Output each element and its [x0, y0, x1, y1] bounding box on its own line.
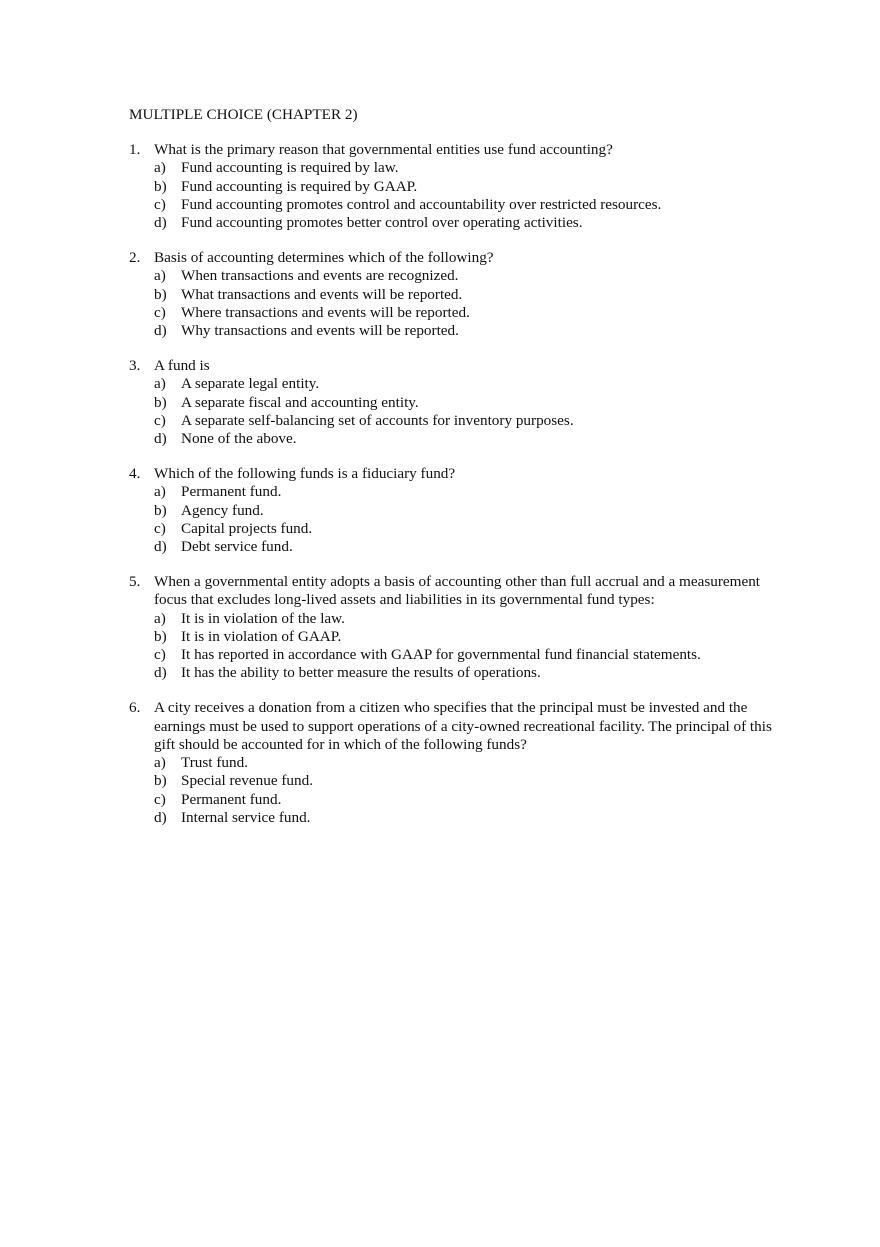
option-letter: d): [154, 430, 167, 448]
answer-options: [129, 610, 779, 683]
answer-option: [154, 809, 779, 827]
answer-option: [154, 322, 779, 340]
answer-option: [154, 628, 779, 646]
option-letter: d): [154, 322, 167, 340]
option-text: It has reported in accordance with GAAP for governmental fund financial statements.: [181, 646, 701, 664]
question-text: A city receives a donation from a citizen who specifies that the principal must be invested and the earnings must be used to support operations of a city-owned recreational facility. The principal of this gift should be accounted for in which of the following funds?: [154, 699, 772, 753]
option-letter: b): [154, 501, 167, 519]
option-letter: c): [154, 195, 166, 213]
question-stem: [129, 249, 779, 267]
answer-option: [154, 520, 779, 538]
option-letter: b): [154, 393, 167, 411]
answer-option: [154, 610, 779, 628]
option-letter: b): [154, 285, 167, 303]
answer-option: [154, 430, 779, 448]
answer-option: [154, 538, 779, 556]
question-number: 2.: [129, 249, 141, 267]
option-text: None of the above.: [181, 430, 297, 448]
option-letter: a): [154, 754, 166, 772]
answer-options: [129, 159, 779, 232]
question-stem: [129, 699, 779, 754]
question-stem: [129, 141, 779, 159]
answer-option: [154, 196, 779, 214]
option-letter: c): [154, 519, 166, 537]
answer-options: [129, 754, 779, 827]
option-text: Special revenue fund.: [181, 772, 313, 790]
answer-options: [129, 267, 779, 340]
answer-option: [154, 267, 779, 285]
option-letter: a): [154, 609, 166, 627]
option-text: Debt service fund.: [181, 538, 293, 556]
option-text: Fund accounting is required by law.: [181, 159, 399, 177]
question-stem: [129, 357, 779, 375]
option-text: Trust fund.: [181, 754, 248, 772]
question-number: 4.: [129, 465, 141, 483]
option-letter: c): [154, 646, 166, 664]
answer-option: [154, 791, 779, 809]
option-letter: c): [154, 411, 166, 429]
answer-option: [154, 646, 779, 664]
question-text: Which of the following funds is a fiduciary fund?: [154, 465, 456, 483]
answer-options: [129, 375, 779, 448]
answer-option: [154, 286, 779, 304]
answer-option: [154, 664, 779, 682]
answer-option: [154, 394, 779, 412]
answer-option: [154, 304, 779, 322]
answer-option: [154, 214, 779, 232]
document-title: MULTIPLE CHOICE (CHAPTER 2): [129, 106, 358, 123]
option-letter: d): [154, 214, 167, 232]
answer-options: [129, 483, 779, 556]
option-letter: a): [154, 483, 166, 501]
option-letter: c): [154, 790, 166, 808]
option-text: A separate legal entity.: [181, 375, 320, 393]
question-3: [129, 357, 779, 448]
option-letter: b): [154, 177, 167, 195]
option-letter: d): [154, 538, 167, 556]
option-text: Fund accounting promotes better control over operating activities.: [181, 214, 583, 232]
document-content: [129, 106, 779, 844]
question-number: 6.: [129, 699, 141, 717]
question-number: 3.: [129, 357, 141, 375]
question-4: [129, 465, 779, 556]
option-letter: b): [154, 627, 167, 645]
question-1: [129, 141, 779, 232]
question-5: [129, 573, 779, 682]
answer-option: [154, 159, 779, 177]
question-text: When a governmental entity adopts a basis of accounting other than full accrual and a measurement focus that excludes long-lived assets and liabilities in its governmental fund types:: [154, 573, 761, 609]
option-text: Permanent fund.: [181, 483, 282, 501]
option-text: Internal service fund.: [181, 808, 311, 826]
option-text: Why transactions and events will be reported.: [181, 322, 459, 340]
answer-option: [154, 483, 779, 501]
option-letter: a): [154, 375, 166, 393]
answer-option: [154, 502, 779, 520]
option-letter: c): [154, 303, 166, 321]
question-text: What is the primary reason that governmental entities use fund accounting?: [154, 141, 613, 159]
option-text: Capital projects fund.: [181, 519, 313, 537]
option-text: A separate self-balancing set of accounts for inventory purposes.: [181, 411, 574, 429]
option-text: It has the ability to better measure the results of operations.: [181, 664, 541, 682]
option-letter: a): [154, 159, 166, 177]
option-text: Where transactions and events will be reported.: [181, 303, 470, 321]
option-text: A separate fiscal and accounting entity.: [181, 393, 419, 411]
answer-option: [154, 754, 779, 772]
option-text: Fund accounting is required by GAAP.: [181, 177, 418, 195]
option-text: Fund accounting promotes control and accountability over restricted resources.: [181, 195, 662, 213]
option-letter: b): [154, 772, 167, 790]
question-2: [129, 249, 779, 340]
option-text: When transactions and events are recognized.: [181, 267, 459, 285]
option-text: What transactions and events will be reported.: [181, 285, 463, 303]
option-text: Permanent fund.: [181, 790, 282, 808]
option-text: Agency fund.: [181, 501, 264, 519]
option-text: It is in violation of GAAP.: [181, 627, 342, 645]
question-stem: [129, 573, 779, 609]
question-6: [129, 699, 779, 826]
answer-option: [154, 412, 779, 430]
question-stem: [129, 465, 779, 483]
question-text: A fund is: [154, 357, 210, 375]
option-letter: d): [154, 808, 167, 826]
answer-option: [154, 375, 779, 393]
option-letter: d): [154, 664, 167, 682]
question-number: 1.: [129, 141, 141, 159]
option-letter: a): [154, 267, 166, 285]
answer-option: [154, 772, 779, 790]
option-text: It is in violation of the law.: [181, 609, 345, 627]
question-text: Basis of accounting determines which of the following?: [154, 249, 494, 267]
question-list: [129, 141, 779, 827]
answer-option: [154, 178, 779, 196]
question-number: 5.: [129, 573, 141, 591]
